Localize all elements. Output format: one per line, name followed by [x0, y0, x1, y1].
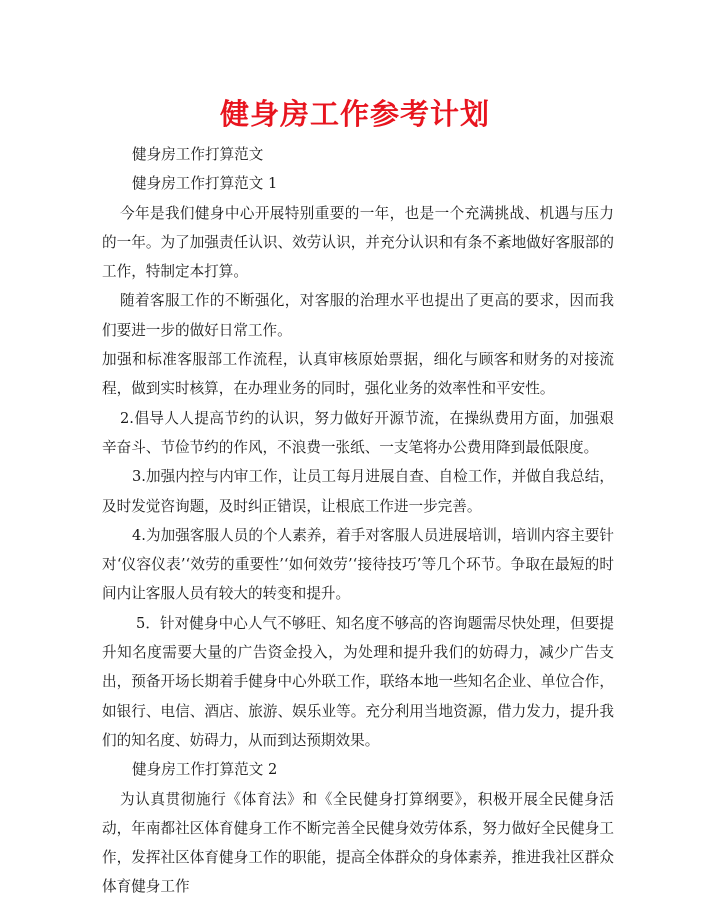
paragraph: 5．针对健身中心人气不够旺、知名度不够高的咨询题需尽快处理，但要提升知名度需要大量的广告资金投入，为处理和提升我们的妨碍力，减少广告支出，预备开场长期着手健身中心外联工作，联络本地一些知名企业、单位合作，如银行、电信、酒店、旅游、娱乐业等。充分利用当地资源，借力发力，提升我们的知名度、妨碍力，从而到达预期效果。 — [102, 614, 614, 749]
paragraph: 加强和标准客服部工作流程，认真审核原始票据，细化与顾客和财务的对接流程，做到实时核算，在办理业务的同时，强化业务的效率性和平安性。 — [102, 351, 614, 398]
paragraph: 今年是我们健身中心开展特别重要的一年，也是一个充满挑战、机遇与压力的一年。为了加强责任认识、效劳认识，并充分认识和有条不紊地做好客服部的工作，特制定本打算。 — [102, 204, 614, 281]
paragraph-section-heading-1: 健身房工作打算范文 1 — [132, 175, 278, 193]
paragraph: 为认真贯彻施行《体育法》和《全民健身打算纲要》，积极开展全民健身活动，年南都社区体育健身工作不断完善全民健身效劳体系，努力做好全民健身工作，发挥社区体育健身工作的职能，提高全体群众的身体素养，推进我社区群众体育健身工作 — [102, 790, 614, 896]
paragraph-subtitle: 健身房工作打算范文 — [132, 146, 264, 163]
paragraph: 4.为加强客服人员的个人素养，着手对客服人员进展培训，培训内容主要针对‘仪容仪表’‘效劳的重要性’‘如何效劳’‘接待技巧’等几个环节。争取在最短的时间内让客服人员有较大的转变和提升。 — [102, 526, 614, 603]
paragraph: 2.倡导人人提高节约的认识，努力做好开源节流，在操纵费用方面，加强艰辛奋斗、节俭节约的作风，不浪费一张纸、一支笔将办公费用降到最低限度。 — [102, 409, 614, 456]
document-body — [102, 140, 614, 902]
paragraph: 3.加强内控与内审工作，让员工每月进展自查、自检工作，并做自我总结，及时发觉咨询题，及时纠正错误，让根底工作进一步完善。 — [102, 468, 614, 515]
paragraph: 随着客服工作的不断强化，对客服的治理水平也提出了更高的要求，因而我们要进一步的做好日常工作。 — [102, 292, 614, 339]
paragraph-section-heading-2: 健身房工作打算范文 2 — [132, 761, 278, 779]
document-title: 健身房工作参考计划 — [219, 97, 490, 131]
